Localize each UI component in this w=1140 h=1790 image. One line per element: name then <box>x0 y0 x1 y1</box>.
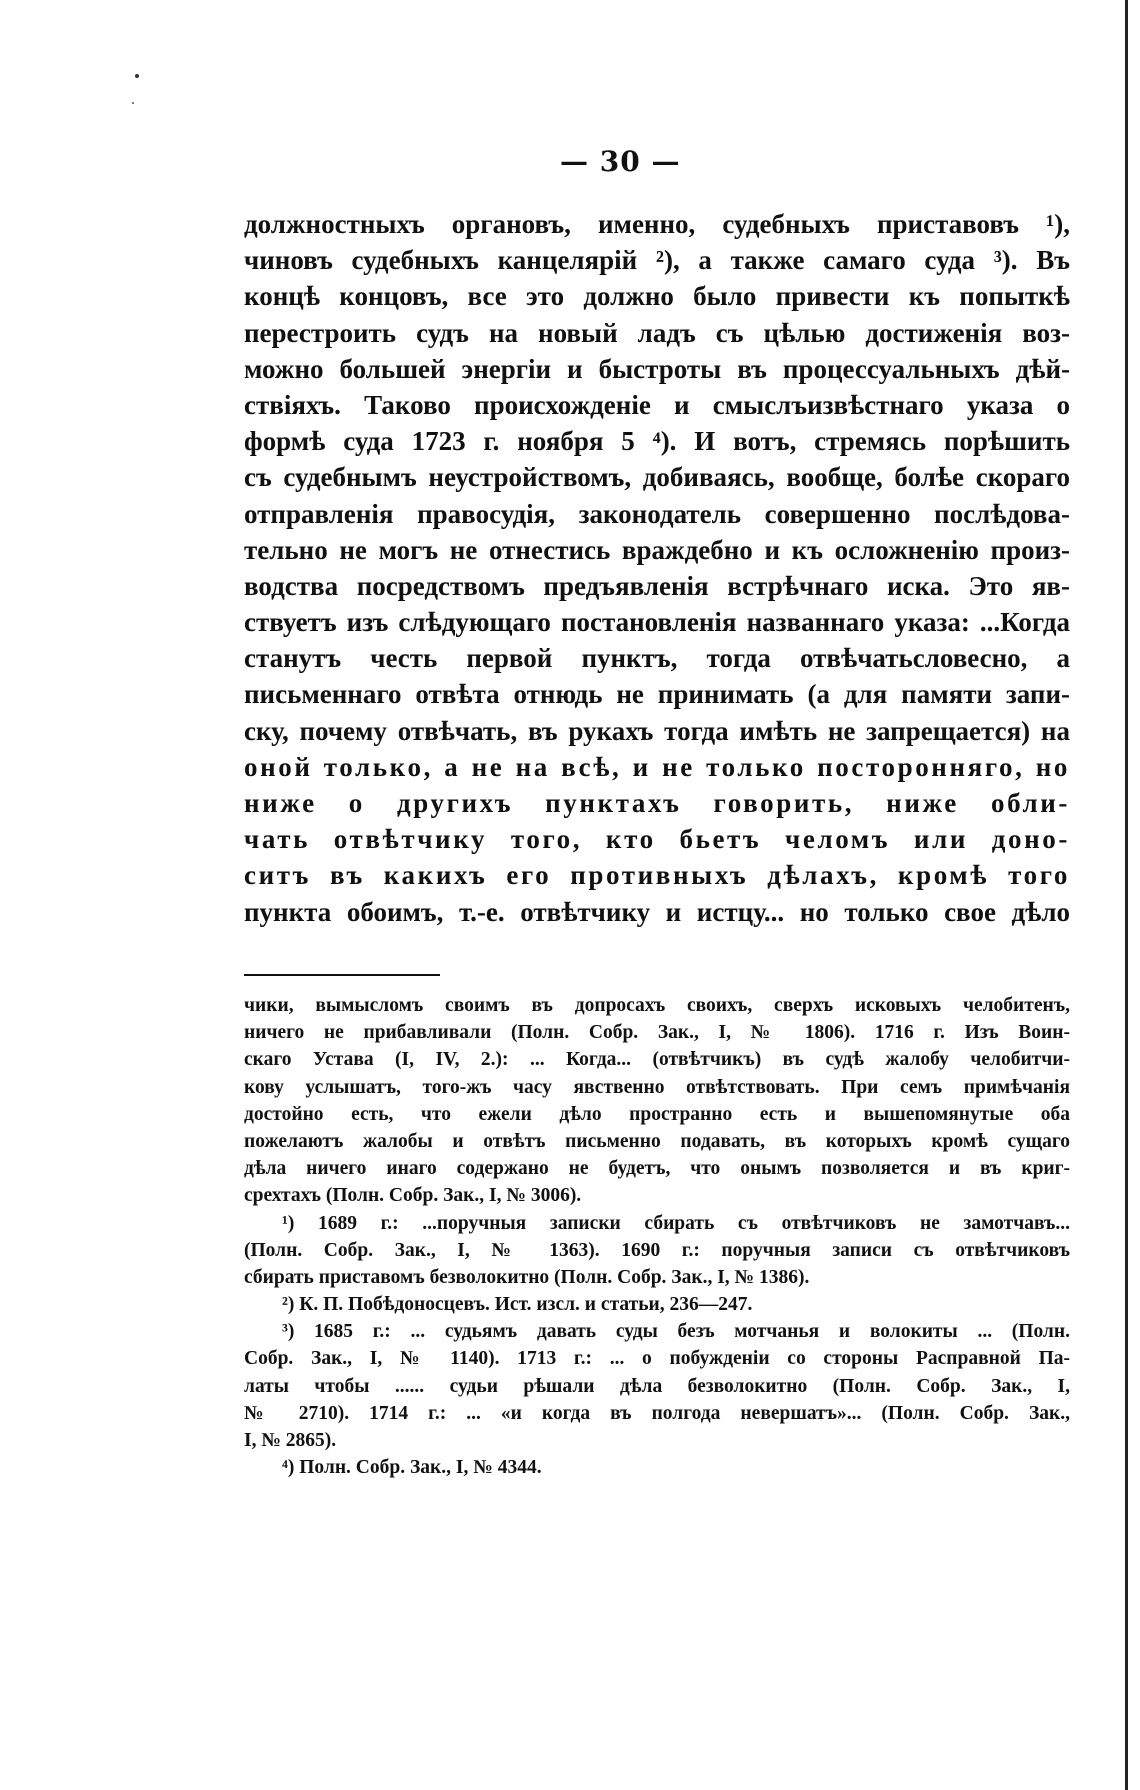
footnote-separator <box>244 974 440 976</box>
page-edge-line <box>1125 0 1128 1790</box>
text-line: отправленія правосудія, законодатель совершенно послѣдова- <box>244 498 1070 529</box>
footnotes <box>244 992 1070 1481</box>
speck-mark-small <box>132 102 134 104</box>
footnote-line: № 2710). 1714 г.: ... «и когда въ полгода невершатъ»... (Полн. Собр. Зак., <box>244 1402 1070 1424</box>
footnote-line: сбирать приставомъ безволокитно (Полн. Собр. Зак., I, № 1386). <box>244 1266 810 1288</box>
text-line: съ судебнымъ неустройствомъ, добиваясь, вообще, болѣе скораго <box>244 462 1070 493</box>
footnote-line: срехтахъ (Полн. Собр. Зак., I, № 3006). <box>244 1185 582 1207</box>
text-line: пункта обоимъ, т.-е. отвѣтчику и истцу... но только свое дѣло <box>244 896 1070 927</box>
footnote-line: ¹) 1689 г.: ...поручныя записки сбирать съ отвѣтчиковъ не замотчавъ... <box>282 1212 1070 1234</box>
footnote-line: ²) К. П. Побѣдоносцевъ. Ист. изсл. и статьи, 236—247. <box>282 1294 753 1316</box>
footnote-line: пожелаютъ жалобы и отвѣтъ письменно подавать, въ которыхъ кромѣ сущаго <box>244 1130 1070 1152</box>
footnote-line: достойно есть, что ежели дѣло пространно есть и вышепомянутые оба <box>244 1103 1070 1125</box>
footnote-line: ⁴) Полн. Собр. Зак., I, № 4344. <box>282 1457 542 1479</box>
text-line: ску, почему отвѣчать, въ рукахъ тогда имѣть не запрещается) на <box>244 715 1070 746</box>
text-line: можно большей энергіи и быстроты въ процессуальныхъ дѣй- <box>244 353 1070 384</box>
text-line: ствіяхъ. Таково происхожденіе и смыслъизвѣстнаго указа о <box>244 389 1070 420</box>
text-line-spaced: чать отвѣтчику того, кто бьетъ челомъ или доно- <box>244 824 1070 855</box>
text-line: письменнаго отвѣта отнюдь не принимать (а для памяти запи- <box>244 679 1070 710</box>
text-line-spaced: ниже о другихъ пунктахъ говорить, ниже обли- <box>244 788 1070 818</box>
footnote-line: кову услышатъ, того-жъ часу явственно отвѣтствовать. При семъ примѣчанія <box>244 1076 1070 1098</box>
footnote-line: I, № 2865). <box>244 1430 337 1451</box>
text-line: должностныхъ органовъ, именно, судебныхъ приставовъ ¹), <box>244 209 1070 239</box>
speck-mark <box>135 74 139 78</box>
text-line: формѣ суда 1723 г. ноября 5 ⁴). И вотъ, стремясь порѣшить <box>244 426 1070 457</box>
text-line-spaced: оной только, а не на всѣ, и не только посторонняго, но <box>244 751 1070 782</box>
text-line: перестроить судъ на новый ладъ съ цѣлью достиженія воз- <box>244 317 1070 348</box>
footnote-line: ничего не прибавливали (Полн. Собр. Зак., I, № 1806). 1716 г. Изъ Воин- <box>244 1022 1070 1044</box>
text-line: станутъ честь первой пунктъ, тогда отвѣчатьсловесно, а <box>244 643 1070 674</box>
footnote-line: дѣла ничего инаго содержано не будетъ, что онымъ позволяется и въ криг- <box>244 1158 1070 1180</box>
page-number: — 30 — <box>560 145 681 178</box>
footnote-line: (Полн. Собр. Зак., I, № 1363). 1690 г.: поручныя записи съ отвѣтчиковъ <box>244 1239 1070 1261</box>
footnote-line: латы чтобы ...... судьи рѣшали дѣла безволокитно (Полн. Собр. Зак., I, <box>244 1375 1070 1397</box>
footnote-line: скаго Устава (I, IV, 2.): ... Когда... (отвѣтчикъ) въ судѣ жалобу челобитчи- <box>244 1049 1070 1071</box>
main-text <box>244 206 1070 930</box>
text-line: тельно не могъ не отнестись враждебно и къ осложненію произ- <box>244 534 1070 565</box>
text-line-spaced: ситъ въ какихъ его противныхъ дѣлахъ, кромѣ того <box>244 860 1070 891</box>
text-line: концѣ концовъ, все это должно было привести къ попыткѣ <box>244 281 1070 312</box>
text-line: чиновъ судебныхъ канцелярій ²), а также самаго суда ³). Въ <box>244 245 1070 276</box>
text-line: водства посредствомъ предъявленія встрѣчнаго иска. Это яв- <box>244 570 1070 601</box>
footnote-line: ³) 1685 г.: ... судьямъ давать суды безъ мотчанья и волокиты ... (Полн. <box>282 1321 1070 1343</box>
footnote-line: чики, вымысломъ своимъ въ допросахъ своихъ, сверхъ исковыхъ челобитенъ, <box>244 995 1070 1016</box>
footnote-line: Собр. Зак., I, № 1140). 1713 г.: ... о побужденіи со стороны Расправной Па- <box>244 1348 1070 1370</box>
text-line: ствуетъ изъ слѣдующаго постановленія названнаго указа: ...Когда <box>244 607 1070 638</box>
